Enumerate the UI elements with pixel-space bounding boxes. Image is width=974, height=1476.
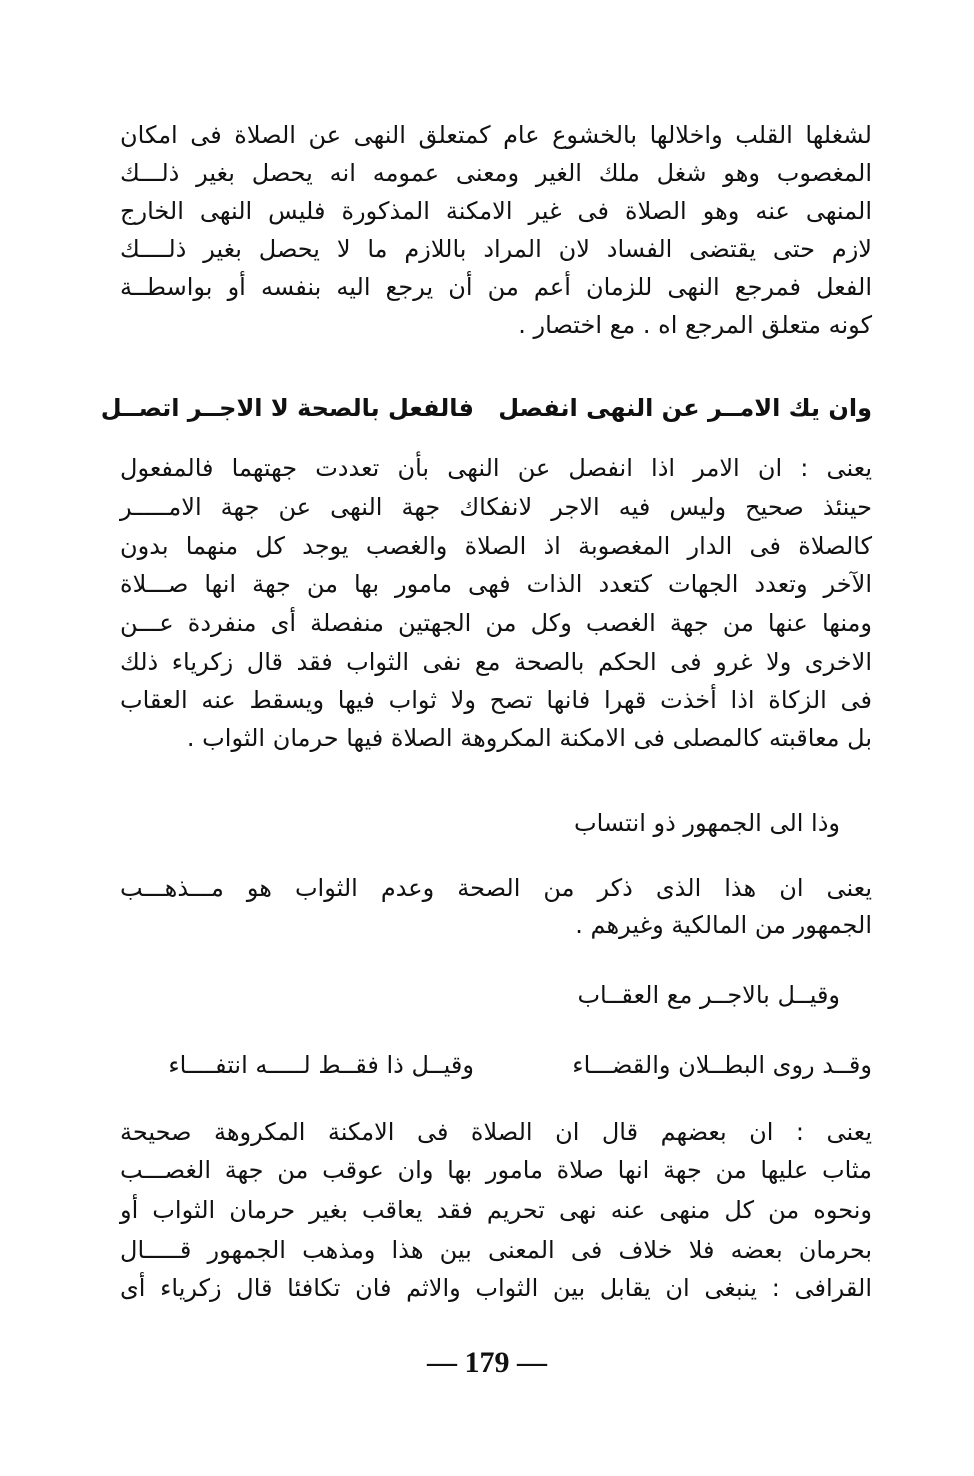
text-line: القرافى : ينبغى ان يقابل بين الثواب والاثم فان تكافئا قال زكرياء أى [120, 1274, 872, 1302]
text-line: يعنى : ان بعضهم قال ان الصلاة فى الامكنة المكروهة صحيحة [120, 1118, 872, 1146]
text-line: الجمهور من المالكية وغيرهم . [575, 911, 872, 939]
verse-hemistich-first: وذا الى الجمهور ذو انتساب [573, 809, 840, 837]
text-line: مثاب عليها من جهة انها صلاة مامور بها وان عوقب من جهة الغصـــب [120, 1156, 872, 1184]
page-number: — 179 — [427, 1346, 547, 1379]
text-line: بحرمان بعضه فلا خلاف فى المعنى بين هذا ومذهب الجمهور قـــــال [120, 1236, 872, 1264]
verse-hemistich-second: وقيــل ذا فقــط لـــــه انتفــــاء [168, 1051, 474, 1079]
text-line: بل معاقبته كالمصلى فى الامكنة المكروهة الصلاة فيها حرمان الثواب . [186, 724, 872, 752]
text-line: يعنى : ان الامر اذا انفصل عن النهى بأن تعددت جهتهما فالمفعول [120, 454, 872, 482]
text-line: ونحوه من كل منهى عنه نهى تحريم فقد يعاقب بغير حرمان الثواب أو [120, 1196, 872, 1224]
text-line: حينئذ صحيح وليس فيه الاجر لانفكاك جهة النهى عن جهة الامـــــر [120, 493, 872, 521]
text-line: يعنى ان هذا الذى ذكر من الصحة وعدم الثواب هو مـــذهـــب [120, 874, 872, 902]
verse-hemistich-first: وقــد روى البطــلان والقضـــاء [572, 1051, 872, 1079]
text-line: الفعل فمرجع النهى للزمان أعم من أن يرجع اليه بنفسه أو بواسطــة [120, 273, 872, 301]
text-line: لشغلها القلب واخلالها بالخشوع عام كمتعلق النهى عن الصلاة فى امكان [120, 121, 872, 149]
text-line: كونه متعلق المرجع اه . مع اختصار . [518, 311, 872, 339]
verse-hemistich-first: وقيــل بالاجــر مع العقــاب [577, 981, 840, 1009]
text-line: المغصوب وهو شغل ملك الغير ومعنى عمومه انه يحصل بغير ذلـــك [120, 159, 872, 187]
text-line: ومنها عنها من جهة الغصب وكل من الجهتين منفصلة أى منفردة عـــن [120, 609, 872, 637]
text-line: الآخر وتعدد الجهات كتعدد الذات فهى مامور بها من جهة انها صـــلاة [120, 570, 872, 598]
text-line: فى الزكاة اذا أخذت قهرا فانها تصح ولا ثواب فيها ويسقط عنه العقاب [120, 686, 872, 714]
verse-hemistich-second: فالفعل بالصحة لا الاجــر اتصــل [100, 394, 474, 422]
verse-hemistich-first: وان يك الامــر عن النهى انفصل [498, 394, 872, 422]
text-line: الاخرى ولا غرو فى الحكم بالصحة مع نفى الثواب فقد قال زكرياء ذلك [120, 648, 872, 676]
text-line: المنهى عنه وهو الصلاة فى غير الامكنة المذكورة فليس النهى الخارج [120, 197, 872, 225]
text-line: لازم حتى يقتضى الفساد لان المراد باللازم ما لا يحصل بغير ذلــــك [120, 235, 872, 263]
text-line: كالصلاة فى الدار المغصوبة اذ الصلاة والغصب يوجد كل منهما بدون [120, 532, 872, 560]
